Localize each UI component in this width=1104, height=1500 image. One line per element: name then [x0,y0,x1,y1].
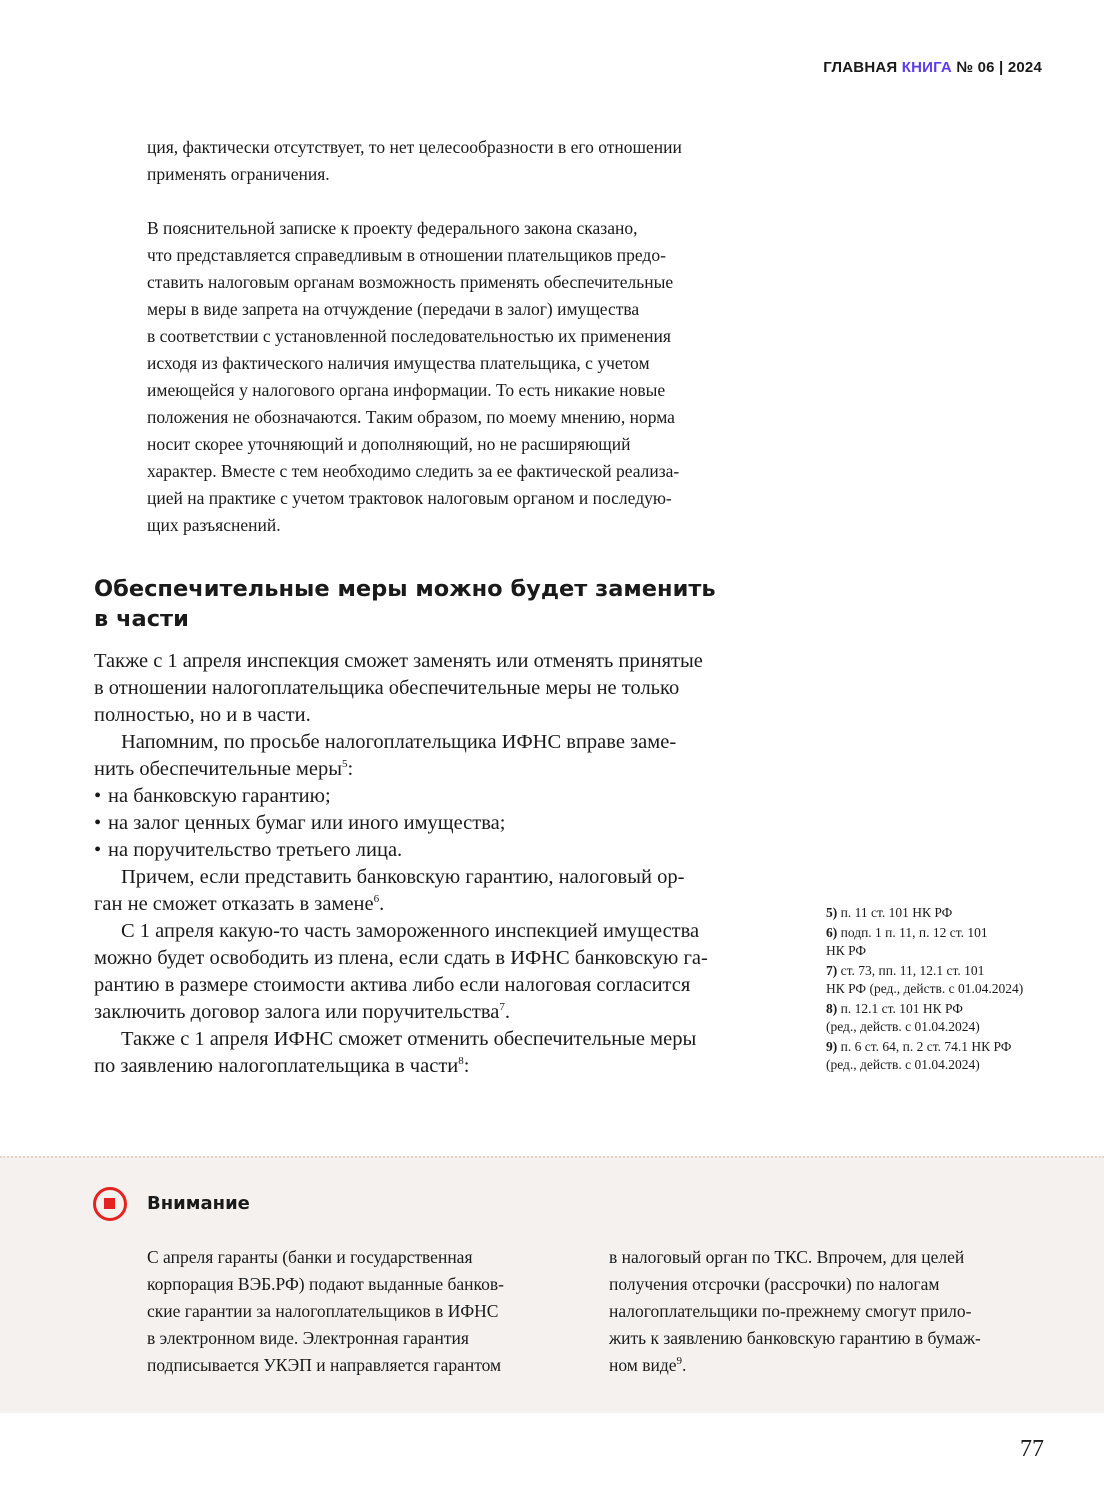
footnote-text: п. 12.1 ст. 101 НК РФ [840,1001,963,1016]
text-line: носит скорее уточняющий и дополняющий, но не расширяющий [147,434,631,454]
replacement-options-list [94,783,778,864]
footnote-number: 5) [826,905,838,920]
text-line: щих разъяснений. [147,515,281,535]
stop-icon [93,1187,127,1221]
text-line: Напомним, по просьбе налогоплательщика ИФНС вправе заме- [121,731,677,753]
list-item: • на поручительство третьего лица. [94,837,778,864]
text-line: подписывается УКЭП и направляется гарантом [147,1355,502,1375]
punctuation: . [682,1355,687,1375]
text-line: Также с 1 апреля ИФНС сможет отменить обеспечительные меры [121,1028,697,1050]
text-line: в отношении налогоплательщика обеспечительные меры не только [94,677,680,699]
footnote-item [826,1038,1056,1074]
footnote-text: НК РФ [826,943,867,958]
text-line: исходя из фактического наличия имущества плательщика, с учетом [147,353,650,373]
text-line: применять ограничения. [147,164,330,184]
text-line: можно будет освободить из плена, если сдать в ИФНС банковскую га- [94,947,708,969]
text-line: С 1 апреля какую-то часть замороженного инспекцией имущества [121,920,700,942]
body-paragraph-5 [94,1026,778,1080]
footnote-text: НК РФ (ред., действ. с 01.04.2024) [826,981,1024,996]
footnote-text: п. 6 ст. 64, п. 2 ст. 74.1 НК РФ [840,1039,1012,1054]
footnote-item [826,962,1056,998]
text-line: положения не обозначаются. Таким образом, по моему мнению, норма [147,407,675,427]
body-paragraph-2 [94,729,778,783]
text-line: цией на практике с учетом трактовок налоговым органом и последую- [147,488,672,508]
footnote-number: 8) [826,1001,838,1016]
text-line: ция, фактически отсутствует, то нет целесообразности в его отношении [147,137,682,157]
footnote-ref: 7 [499,1001,505,1014]
callout-left-column [147,1244,562,1379]
text-line: нить обеспечительные меры [94,758,343,780]
text-line: налогоплательщики по-прежнему смогут прило- [609,1301,972,1321]
footnote-text: подп. 1 п. 11, п. 12 ст. 101 [840,925,988,940]
punctuation: . [504,1001,510,1023]
expert-quote [147,134,772,539]
footnotes [826,904,1056,1076]
text-line: В пояснительной записке к проекту федерального закона сказано, [147,218,638,238]
text-line: что представляется справедливым в отношении плательщиков предо- [147,245,666,265]
text-line: ган не сможет отказать в замене [94,893,374,915]
callout-title: Внимание [147,1193,250,1214]
footnote-text: ст. 73, пп. 11, 12.1 ст. 101 [840,963,985,978]
article-body [94,648,778,1080]
text-line: в электронном виде. Электронная гарантия [147,1328,469,1348]
text-line: в соответствии с установленной последовательностью их применения [147,326,671,346]
text-line: характер. Вместе с тем необходимо следить за ее фактической реализа- [147,461,680,481]
text-line: ские гарантии за налогоплательщиков в ИФНС [147,1301,499,1321]
footnote-text: (ред., действ. с 01.04.2024) [826,1057,980,1072]
brand-part2: КНИГА [901,59,952,76]
attention-callout [0,1156,1104,1413]
text-line: корпорация ВЭБ.РФ) подают выданные банков- [147,1274,504,1294]
footnote-item [826,924,1056,960]
quote-paragraph-1 [147,134,772,188]
text-line: в налоговый орган по ТКС. Впрочем, для целей [609,1247,965,1267]
footnote-ref: 8 [458,1055,464,1068]
text-line: рантию в размере стоимости актива либо если налоговая согласится [94,974,691,996]
punctuation: . [379,893,385,915]
footnote-ref: 5 [342,758,348,771]
quote-paragraph-2 [147,215,772,539]
section-heading [94,574,774,634]
body-paragraph-1 [94,648,778,729]
text-line: ставить налоговым органам возможность применять обеспечительные [147,272,674,292]
body-paragraph-3 [94,864,778,918]
brand-part1: ГЛАВНАЯ [823,59,898,76]
text-line: полностью, но и в части. [94,704,311,726]
heading-line: Обеспечительные меры можно будет заменить [94,576,716,602]
punctuation: : [347,758,354,780]
text-line: Также с 1 апреля инспекция сможет заменять или отменять принятые [94,650,703,672]
footnote-text: (ред., действ. с 01.04.2024) [826,1019,980,1034]
footnote-text: п. 11 ст. 101 НК РФ [840,905,953,920]
punctuation: : [463,1055,470,1077]
stop-icon-square [104,1198,115,1209]
callout-right-column [609,1244,1049,1379]
text-line: по заявлению налогоплательщика в части [94,1055,459,1077]
list-item: • на залог ценных бумаг или иного имущества; [94,810,778,837]
text-line: получения отсрочки (рассрочки) по налогам [609,1274,940,1294]
text-line: жить к заявлению банковскую гарантию в бумаж- [609,1328,981,1348]
body-paragraph-4 [94,918,778,1026]
text-line: Причем, если представить банковскую гарантию, налоговый ор- [121,866,685,888]
text-line: С апреля гаранты (банки и государственная [147,1247,473,1267]
footnote-number: 7) [826,963,838,978]
issue-number: № 06 | 2024 [956,59,1042,76]
footnote-number: 9) [826,1039,838,1054]
text-line: ном виде [609,1355,677,1375]
text-line: заключить договор залога или поручительства [94,1001,500,1023]
footnote-item [826,904,1056,922]
page-number: 77 [1020,1436,1044,1462]
footnote-item [826,1000,1056,1036]
footnote-ref: 6 [373,893,380,906]
footnote-ref: 9 [676,1355,683,1368]
text-line: имеющейся у налогового органа информации. То есть никакие новые [147,380,666,400]
footnote-number: 6) [826,925,838,940]
heading-line: в части [94,606,189,632]
magazine-masthead [823,59,1042,76]
text-line: меры в виде запрета на отчуждение (передачи в залог) имущества [147,299,640,319]
list-item: • на банковскую гарантию; [94,783,778,810]
